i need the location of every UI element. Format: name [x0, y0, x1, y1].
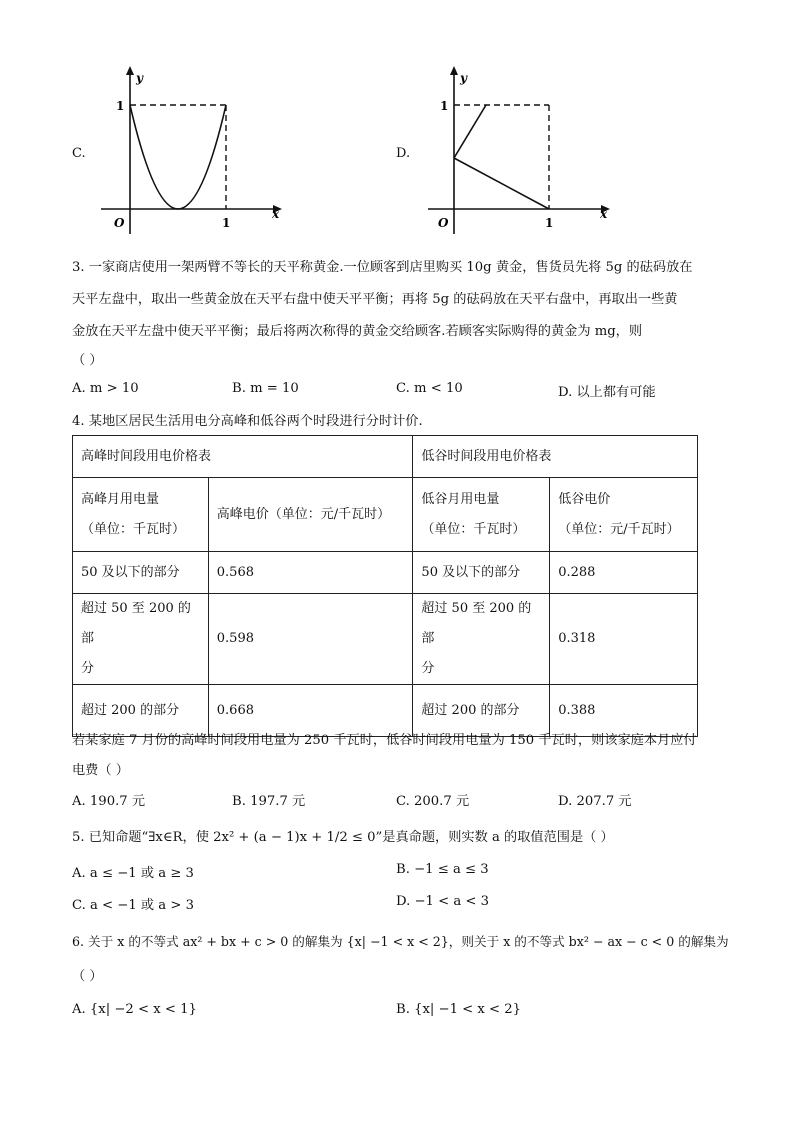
q4-question-line1: 若某家庭 7 月份的高峰时间段用电量为 250 千瓦时，低谷时间段用电量为 150 千瓦时，则该家庭本月应付	[72, 733, 697, 748]
q3-line3: 金放在天平左盘中使天平平衡；最后将两次称得的黄金交给顾客.若顾客实际购得的黄金为 mg，则	[72, 324, 643, 339]
q5-option-b: B. −1 ≤ a ≤ 3	[396, 862, 489, 877]
y-axis-label: y	[460, 71, 467, 85]
q6-option-a: A. {x| −2 < x < 1}	[72, 1002, 197, 1017]
x-tick-label: 1	[222, 216, 231, 230]
q4-option-c: C. 200.7 元	[396, 794, 470, 809]
q3-option-c: C. m < 10	[396, 381, 463, 396]
peak-price-header: 高峰电价（单位：元/千瓦时）	[208, 478, 413, 552]
origin-label: O	[438, 216, 449, 230]
q3-line2: 天平左盘中，取出一些黄金放在天平右盘中使天平平衡；再将 5g 的砝码放在天平右盘中，再取出一些黄	[72, 292, 678, 307]
q5-option-c: C. a < −1 或 a > 3	[72, 898, 194, 913]
q3-line1: 3. 一家商店使用一架两臂不等长的天平称黄金.一位顾客到店里购买 10g 黄金，售货员先将 5g 的砝码放在	[72, 260, 693, 275]
y-tick-label: 1	[116, 99, 125, 113]
peak-table-title: 高峰时间段用电价格表	[73, 436, 413, 478]
table-row: 50 及以下的部分 0.568 50 及以下的部分 0.288	[73, 552, 698, 594]
table-title-row	[73, 436, 698, 478]
q4-question-line2: 电费（ ）	[72, 763, 129, 778]
option-d-label: D.	[396, 146, 411, 161]
x-axis-label: x	[600, 207, 608, 221]
x-tick-label: 1	[545, 216, 554, 230]
segment-down	[454, 158, 549, 209]
q3-option-a: A. m > 10	[72, 381, 139, 396]
table-row: 超过 50 至 200 的部 分 0.598 超过 50 至 200 的部 分 0.318	[73, 594, 698, 685]
option-c-label: C.	[72, 146, 86, 161]
q6-option-b: B. {x| −1 < x < 2}	[396, 1002, 522, 1017]
peak-usage-header: 高峰月用电量 （单位：千瓦时）	[73, 478, 209, 552]
table-row: 超过 200 的部分 0.668 超过 200 的部分 0.388	[73, 685, 698, 737]
y-axis-arrow	[450, 66, 458, 75]
x-axis-label: x	[272, 207, 280, 221]
y-tick-label: 1	[440, 99, 449, 113]
q6-paren: （ ）	[72, 969, 103, 984]
q3-paren: （ ）	[72, 353, 103, 368]
q5-option-d: D. −1 < a < 3	[396, 894, 490, 909]
q5-stem: 5. 已知命题“∃x∈R，使 2x² + (a − 1)x + 1/2 ≤ 0”是真命题，则实数 a 的取值范围是（ ）	[72, 830, 614, 845]
q3-option-d: D. 以上都有可能	[558, 385, 656, 400]
price-table	[72, 435, 698, 737]
segment-up	[454, 105, 486, 158]
q4-option-d: D. 207.7 元	[558, 794, 632, 809]
graph-c	[96, 62, 296, 240]
y-axis-arrow	[126, 66, 134, 75]
q6-stem: 6. 关于 x 的不等式 ax² + bx + c > 0 的解集为 {x| −1 < x < 2}，则关于 x 的不等式 bx² − ax − c < 0 的解集为	[72, 934, 729, 949]
q4-option-b: B. 197.7 元	[232, 794, 306, 809]
table-header-row	[73, 478, 698, 552]
parabola-curve	[130, 105, 226, 209]
q4-option-a: A. 190.7 元	[72, 794, 146, 809]
valley-usage-header: 低谷月用电量 （单位：千瓦时）	[413, 478, 550, 552]
graph-d	[424, 62, 624, 240]
origin-label: O	[114, 216, 125, 230]
valley-price-header: 低谷电价 （单位：元/千瓦时）	[550, 478, 698, 552]
q3-option-b: B. m = 10	[232, 381, 299, 396]
q5-option-a: A. a ≤ −1 或 a ≥ 3	[72, 866, 194, 881]
valley-table-title: 低谷时间段用电价格表	[413, 436, 698, 478]
q4-intro: 4. 某地区居民生活用电分高峰和低谷两个时段进行分时计价.	[72, 414, 423, 429]
y-axis-label: y	[136, 71, 143, 85]
